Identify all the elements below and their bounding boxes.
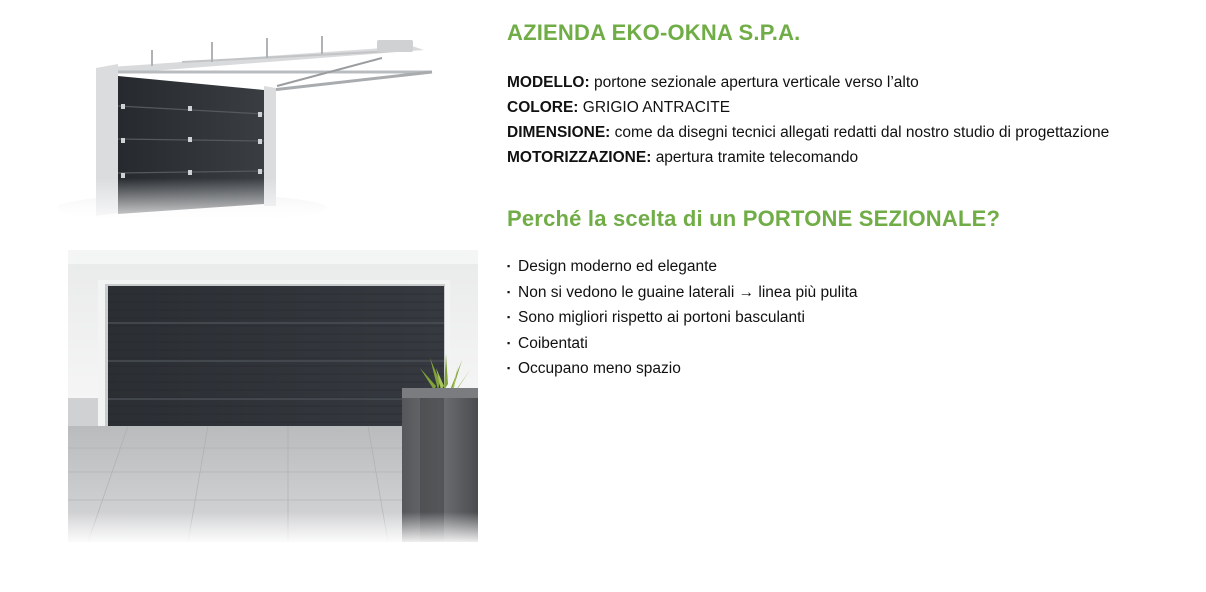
bullet-icon: ▪ <box>507 312 511 322</box>
list-item-text: Non si vedono le guaine laterali → linea più pulita <box>518 283 858 301</box>
spec-dimensione <box>507 120 1197 145</box>
spec-label: MODELLO: <box>507 74 590 91</box>
list-item-text: Design moderno ed elegante <box>518 258 718 275</box>
spec-value: portone sezionale apertura verticale verso l’alto <box>593 74 919 91</box>
list-item <box>507 331 1197 357</box>
spec-label: MOTORIZZAZIONE: <box>507 149 652 166</box>
text-content <box>507 18 1197 382</box>
list-item <box>507 305 1197 331</box>
question-title: Perché la scelta di un PORTONE SEZIONALE? <box>507 206 1001 231</box>
spec-modello <box>507 70 1197 95</box>
sectional-door-mechanism-image <box>52 28 478 228</box>
spec-label: DIMENSIONE: <box>507 124 611 141</box>
benefits-list <box>507 254 1197 382</box>
bullet-icon: ▪ <box>507 363 511 373</box>
spec-label: COLORE: <box>507 99 579 116</box>
spec-colore <box>507 95 1197 120</box>
spec-value: come da disegni tecnici allegati redatti dal nostro studio di progettazione <box>614 124 1110 141</box>
list-item <box>507 280 1197 306</box>
list-item <box>507 356 1197 382</box>
spec-value: apertura tramite telecomando <box>655 149 859 166</box>
company-title: AZIENDA EKO-OKNA S.P.A. <box>507 20 801 45</box>
bullet-icon: ▪ <box>507 337 511 348</box>
installed-garage-door-image <box>68 250 478 542</box>
list-item-text: Coibentati <box>518 334 588 352</box>
bullet-icon: ▪ <box>507 286 511 297</box>
spec-motorizzazione <box>507 145 1197 170</box>
list-item-text: Sono migliori rispetto ai portoni basculanti <box>518 309 805 326</box>
spec-value: GRIGIO ANTRACITE <box>582 99 731 116</box>
list-item <box>507 254 1197 280</box>
list-item-text: Occupano meno spazio <box>518 360 681 377</box>
bullet-icon: ▪ <box>507 261 511 271</box>
spec-list <box>507 70 1197 170</box>
